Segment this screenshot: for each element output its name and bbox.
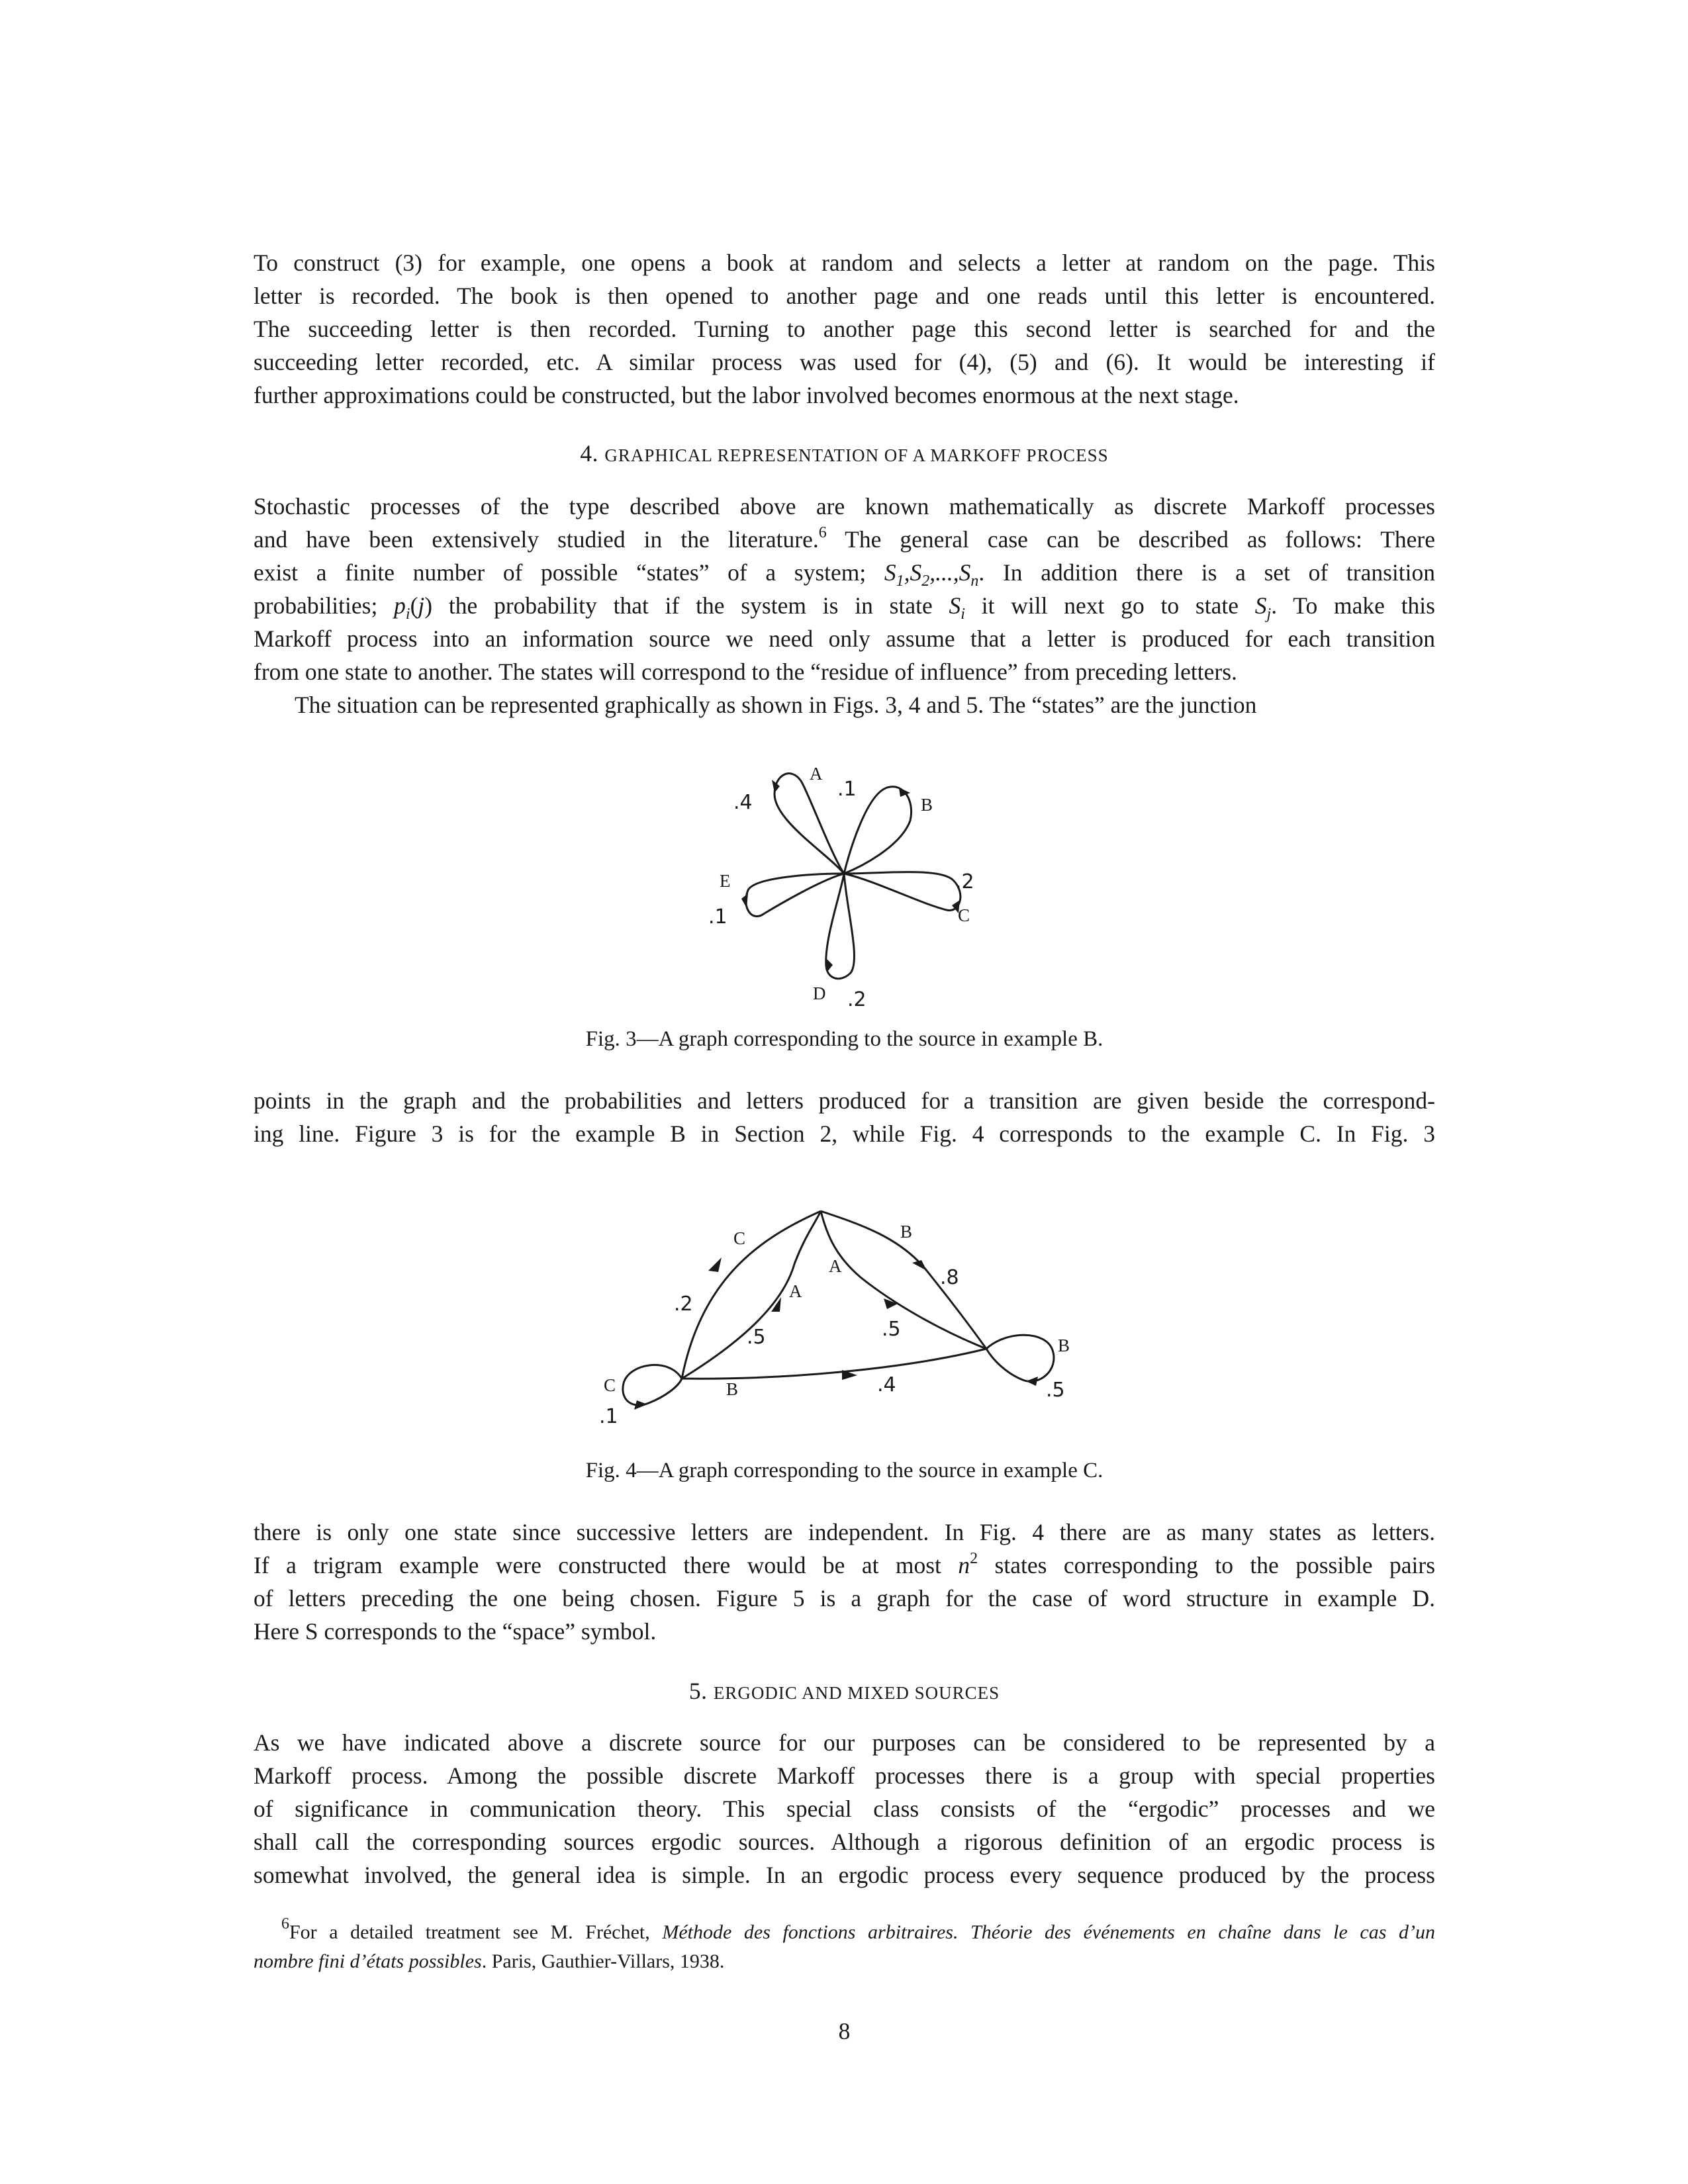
text-line: To construct (3) for example, one opens a book at random and selects a letter at random on the page. This — [254, 250, 1435, 276]
math-n: n — [958, 1552, 970, 1578]
math-pij: $p_i$ — [394, 592, 410, 623]
paragraph-6 — [254, 1726, 1435, 1891]
label-prob: .1 — [708, 905, 727, 929]
section-title: ERGODIC AND MIXED SOURCES — [713, 1683, 1000, 1703]
arrow-top-right — [912, 1260, 927, 1271]
paragraph-2 — [254, 490, 1435, 721]
text-line: As we have indicated above a discrete source for our purposes can be considered to be represented by a — [254, 1729, 1435, 1756]
text-line: probabilities; $p_i(j)$ the probability that if the system is in state $S_i$ it will next go to state $S_j$. To make this — [254, 592, 1435, 623]
label-prob: .8 — [940, 1266, 959, 1289]
section-title: GRAPHICAL REPRESENTATION OF A MARKOFF PROCESS — [604, 445, 1109, 465]
label-prob: .5 — [747, 1326, 766, 1349]
text-line: and have been extensively studied in the literature.$^6$ The general case can be described as follows: There — [254, 524, 1435, 553]
label-letter: A — [810, 764, 823, 784]
text-line: shall call the corresponding sources ergodic sources. Although a rigorous definition of an ergodic process is — [254, 1829, 1435, 1855]
label-letter: E — [720, 871, 731, 891]
label-letter: C — [733, 1228, 746, 1248]
footnote — [254, 1915, 1435, 1976]
label-prob: .2 — [847, 988, 867, 1011]
text-line: somewhat involved, the general idea is simple. In an ergodic process every sequence produced by the process — [254, 1862, 1435, 1888]
paragraph-3 — [254, 688, 1435, 721]
edge-left-right — [682, 1349, 986, 1379]
label-letter: A — [829, 1256, 842, 1276]
text-line: further approximations could be constructed, but the labor involved becomes enormous at the next stage. — [254, 382, 1239, 408]
label-prob: .5 — [882, 1318, 901, 1341]
label-letter: B — [921, 795, 933, 815]
figure-3-graph — [675, 761, 1019, 1026]
text-line: from one state to another. The states will correspond to the “residue of influence” from preceding letters. — [254, 659, 1237, 685]
label-letter: B — [726, 1379, 739, 1399]
arrow-right-loop — [1026, 1377, 1038, 1386]
paragraph-1 — [254, 246, 1435, 412]
text-line: The situation can be represented graphically as shown in Figs. 3, 4 and 5. The “states” are the junction — [295, 692, 1257, 718]
label-prob: .1 — [837, 778, 857, 801]
text-line: If a trigram example were constructed there would be at most $n^2$ states corresponding to the possible pairs — [254, 1550, 1436, 1578]
figure-4-graph — [583, 1198, 1099, 1449]
math-states: $S_1,S_2,...,S_n$ — [884, 559, 979, 590]
arrow-top-left — [708, 1257, 722, 1272]
text-line: ing line. Figure 3 is for the example B in Section 2, while Fig. 4 corresponds to the example C. In Fig. 3 — [254, 1120, 1435, 1147]
label-prob: .2 — [955, 870, 974, 893]
text-line: Markoff process into an information source we need only assume that a letter is produced for each transition — [254, 625, 1435, 652]
text-line: there is only one state since successive letters are independent. In Fig. 4 there are as many states as letters. — [254, 1519, 1435, 1545]
arrow-b — [899, 788, 910, 797]
arrow-left-loop — [634, 1400, 647, 1410]
text-line: Markoff process. Among the possible discrete Markoff processes there is a group with special properties — [254, 1762, 1435, 1789]
paragraph-5 — [254, 1516, 1435, 1648]
arrow-a — [772, 780, 780, 793]
figure-3-caption: Fig. 3—A graph corresponding to the source in example B. — [585, 1027, 1103, 1051]
text-line: succeeding letter recorded, etc. A similar process was used for (4), (5) and (6). It would be interesting if — [254, 349, 1435, 375]
paragraph-4 — [254, 1084, 1435, 1150]
math-sj: $S_j$ — [1254, 592, 1272, 623]
text-line: Here S corresponds to the “space” symbol. — [254, 1618, 657, 1645]
footnote-ref: 6 — [818, 524, 827, 541]
label-letter: B — [900, 1222, 913, 1242]
label-prob: .5 — [1046, 1379, 1065, 1402]
text-line: Stochastic processes of the type described above are known mathematically as discrete Markoff processes — [254, 493, 1435, 520]
section-heading-5 — [254, 1674, 1435, 1709]
footnote-line: $^6$For a detailed treatment see M. Fréchet, Méthode des fonctions arbitraires. Théorie des événements en chaîne dans le cas d’un — [281, 1915, 1435, 1943]
label-prob: .4 — [877, 1373, 896, 1396]
page-number: 8 — [838, 2018, 851, 2044]
text-line: The succeeding letter is then recorded. Turning to another page this second letter is searched for and the — [254, 316, 1435, 342]
label-prob: .4 — [733, 791, 753, 814]
label-letter: C — [604, 1375, 616, 1395]
text-line: of significance in communication theory. This special class consists of the “ergodic” processes and we — [254, 1796, 1435, 1822]
label-prob: .2 — [674, 1293, 693, 1316]
label-letter: A — [789, 1281, 802, 1301]
loop-right — [986, 1335, 1054, 1381]
label-prob: .1 — [599, 1405, 618, 1428]
footnote-line: nombre fini d’états possibles. Paris, Gauthier-Villars, 1938. — [254, 1950, 725, 1972]
label-letter: D — [813, 983, 826, 1003]
label-letter: B — [1058, 1336, 1070, 1355]
math-si: $S_i$ — [949, 592, 965, 623]
label-letter: C — [958, 905, 970, 925]
section-number: 5. — [688, 1678, 708, 1704]
text-line: points in the graph and the probabilities and letters produced for a transition are given beside the correspond- — [254, 1087, 1435, 1114]
figure-4-caption: Fig. 4—A graph corresponding to the source in example C. — [585, 1459, 1103, 1482]
text-line: letter is recorded. The book is then opened to another page and one reads until this letter is encountered. — [254, 283, 1435, 309]
section-heading-4 — [254, 437, 1435, 472]
text-line: exist a finite number of possible “states” of a system; $S_1,S_2,...,S_n$. In addition there is a set of transition — [254, 559, 1435, 590]
text-line: of letters preceding the one being chosen. Figure 5 is a graph for the case of word structure in example D. — [254, 1585, 1435, 1612]
loop-a — [774, 774, 844, 874]
loop-left — [623, 1365, 682, 1405]
section-number: 4. — [580, 440, 598, 467]
